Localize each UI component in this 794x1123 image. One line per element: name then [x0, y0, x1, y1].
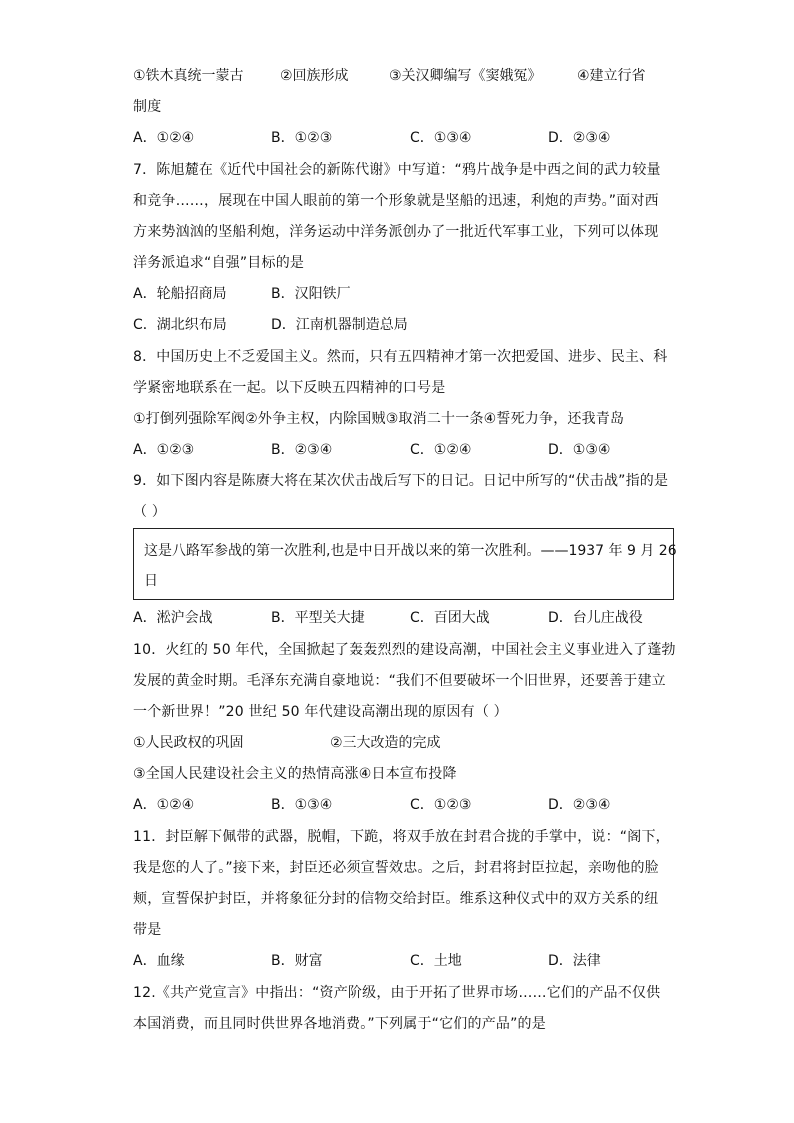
q7-option-a: A．轮船招商局: [133, 286, 227, 302]
q7-stem-line: 7．陈旭麓在《近代中国社会的新陈代谢》中写道：“鸦片战争是中西之间的武力较量: [133, 162, 661, 178]
q7-option-c: C．湖北织布局: [133, 317, 227, 333]
q10-item-2: ②三大改造的完成: [330, 735, 441, 751]
q11-stem-line: 11．封臣解下佩带的武器，脱帽，下跪，将双手放在封君合拢的手掌中，说：“阁下，: [133, 829, 670, 845]
q9-option-a: A．淞沪会战: [133, 610, 213, 626]
q6-items-line-2: 制度: [133, 99, 162, 115]
q9-stem-line: （ ）: [133, 504, 167, 520]
q11-option-c: C．土地: [410, 953, 462, 969]
q9-option-c: C．百团大战: [410, 610, 490, 626]
q9-option-b: B．平型关大捷: [271, 610, 365, 626]
q11-option-b: B．财富: [271, 953, 323, 969]
q6-option-a: A．①②④: [133, 130, 195, 146]
q8-option-b: B．②③④: [271, 442, 333, 458]
q10-option-b: B．①③④: [271, 797, 333, 813]
q6-option-c: C．①③④: [410, 130, 472, 146]
q6-item-4: ④建立行省: [577, 68, 646, 84]
q10-stem-line: 发展的黄金时期。毛泽东充满自豪地说：“我们不但要破坏一个旧世界，还要善于建立: [133, 673, 666, 689]
q7-option-b: B．汉阳铁厂: [271, 286, 351, 302]
q6-option-d: D．②③④: [548, 130, 611, 146]
q9-stem-line: 9．如下图内容是陈赓大将在某次伏击战后写下的日记。日记中所写的“伏击战”指的是: [133, 473, 669, 489]
q8-items: ①打倒列强除军阀②外争主权，内除国贼③取消二十一条④誓死力争，还我青岛: [133, 411, 625, 427]
q8-stem-line: 8．中国历史上不乏爱国主义。然而，只有五四精神才第一次把爱国、进步、民主、科: [133, 349, 668, 365]
q11-stem-line: 我是您的人了。”接下来，封臣还必须宣誓效忠。之后，封君将封臣拉起，亲吻他的脸: [133, 860, 659, 876]
q6-item-1: ①铁木真统一蒙古: [133, 68, 244, 84]
q7-stem-line: 方来势汹汹的坚船利炮，洋务运动中洋务派创办了一批近代军事工业，下列可以体现: [133, 224, 659, 240]
q10-stem-line: 一个新世界！”20 世纪 50 年代建设高潮出现的原因有（ ）: [133, 704, 508, 720]
q10-option-a: A．①②④: [133, 797, 195, 813]
q11-stem-line: 带是: [133, 922, 162, 938]
q8-stem-line: 学紧密地联系在一起。以下反映五四精神的口号是: [133, 380, 446, 396]
q10-stem-line: 10．火红的 50 年代，全国掀起了轰轰烈烈的建设高潮，中国社会主义事业进入了蓬勃: [133, 642, 676, 658]
q8-option-d: D．①③④: [548, 442, 611, 458]
q9-option-d: D．台儿庄战役: [548, 610, 643, 626]
q12-stem-line: 本国消费，而且同时供世界各地消费。”下列属于“它们的产品”的是: [133, 1016, 546, 1032]
q10-items-row-2: ③全国人民建设社会主义的热情高涨④日本宣布投降: [133, 766, 457, 782]
q10-item-1: ①人民政权的巩固: [133, 735, 244, 751]
q7-option-d: D．江南机器制造总局: [271, 317, 408, 333]
q10-option-c: C．①②③: [410, 797, 472, 813]
q11-stem-line: 颊，宣誓保护封臣，并将象征分封的信物交给封臣。维系这种仪式中的双方关系的纽: [133, 891, 659, 907]
q9-quote-box: [133, 528, 677, 600]
q9-quote-line: 日: [144, 573, 158, 589]
q7-stem-line: 和竞争……，展现在中国人眼前的第一个形象就是坚船的迅速，利炮的声势。”面对西: [133, 193, 659, 209]
q11-option-a: A．血缘: [133, 953, 185, 969]
q10-option-d: D．②③④: [548, 797, 611, 813]
q11-option-d: D．法律: [548, 953, 601, 969]
q7-stem-line: 洋务派追求“自强”目标的是: [133, 255, 305, 271]
q6-item-2: ②回族形成: [280, 68, 349, 84]
q12-stem-line: 12.《共产党宣言》中指出：“资产阶级，由于开拓了世界市场……它们的产品不仅供: [133, 985, 661, 1001]
q8-option-a: A．①②③: [133, 442, 195, 458]
q6-item-3: ③关汉卿编写《窦娥冤》: [389, 68, 542, 84]
q6-option-b: B．①②③: [271, 130, 333, 146]
q8-option-c: C．①②④: [410, 442, 472, 458]
q9-quote-line: 这是八路军参战的第一次胜利,也是中日开战以来的第一次胜利。——1937 年 9 月 26: [144, 543, 677, 559]
